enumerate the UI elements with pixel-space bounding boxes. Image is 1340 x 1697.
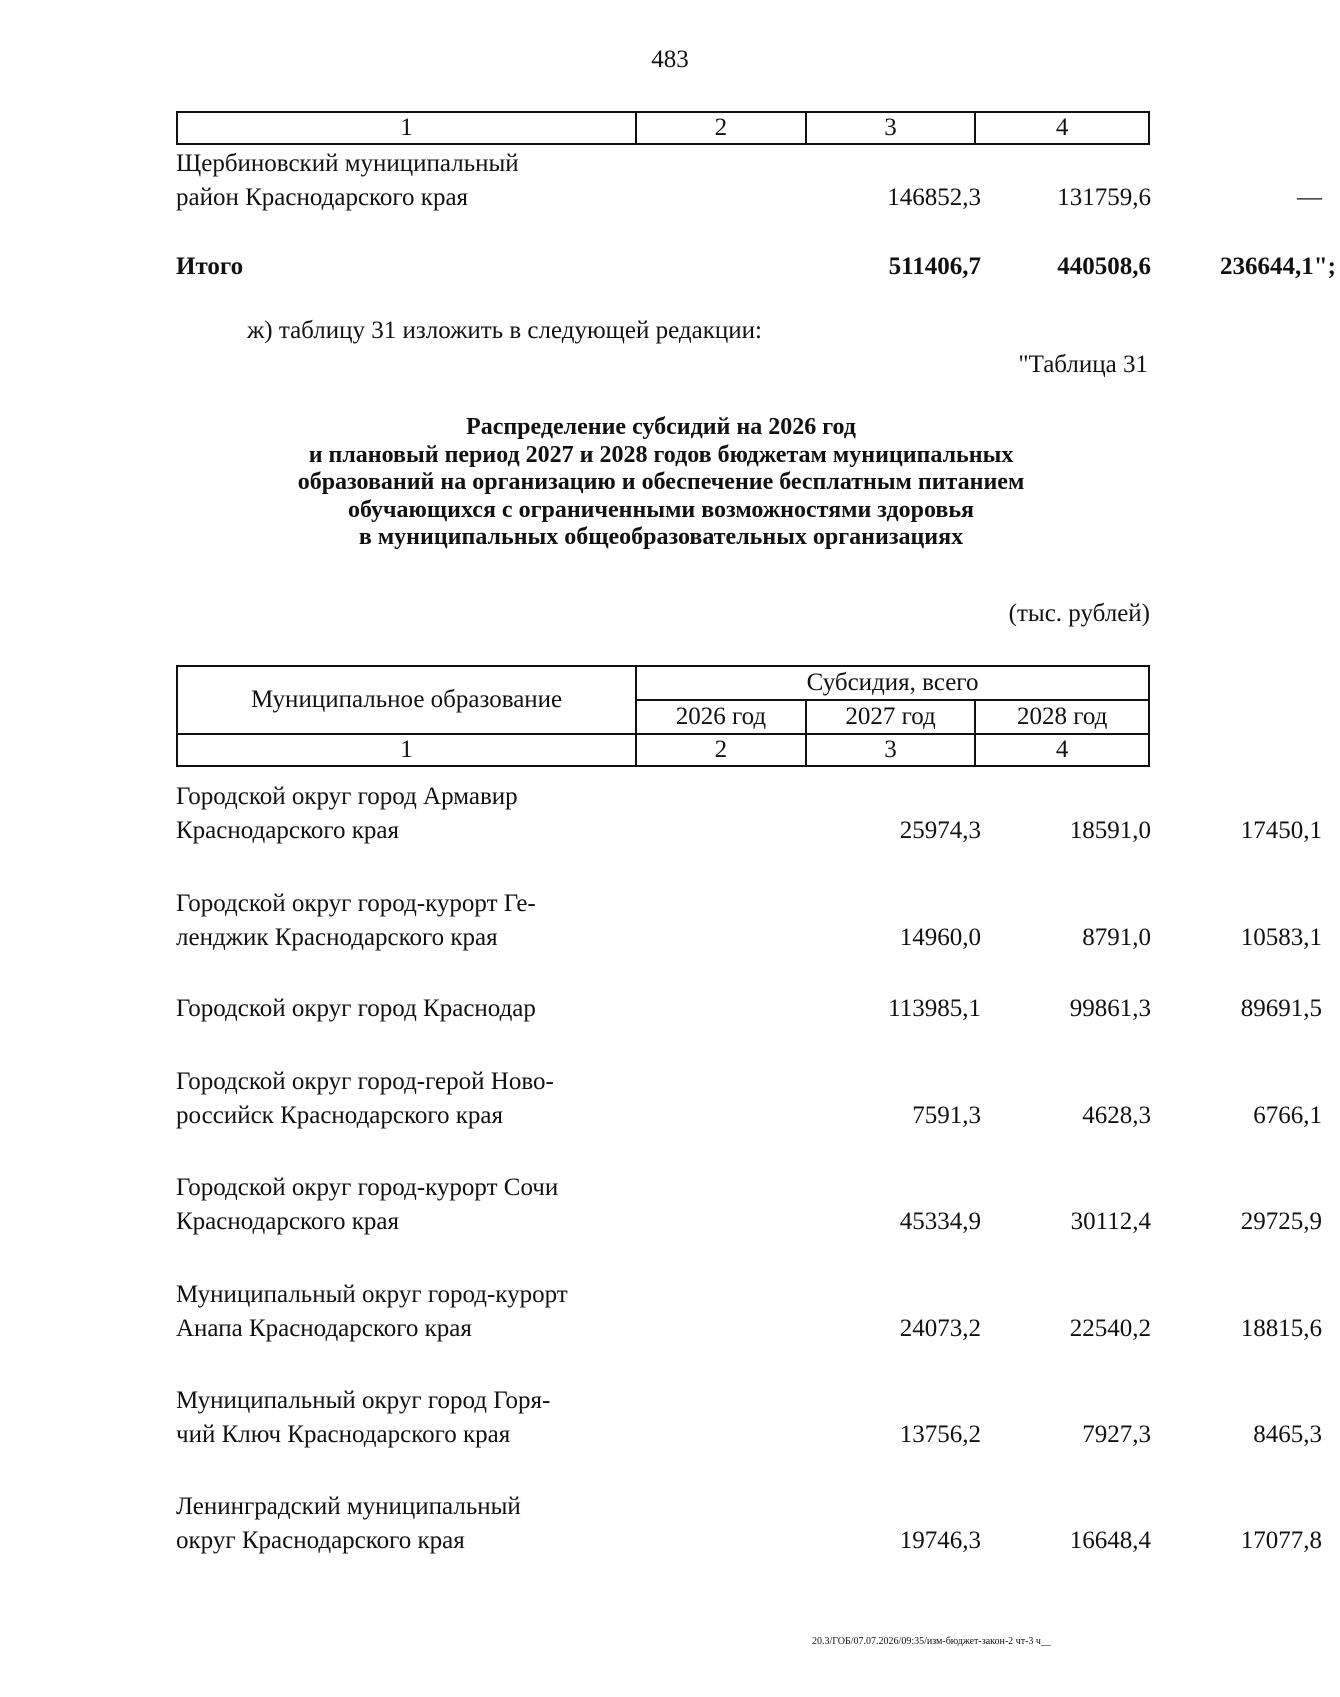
value-2027: 131759,6 xyxy=(1057,184,1151,211)
subsidy-total-header: Субсидия, всего xyxy=(636,666,1149,700)
value-2027: 22540,2 xyxy=(1069,1315,1151,1342)
table-label: "Таблица 31 xyxy=(1018,351,1148,378)
column-number: 2 xyxy=(636,112,806,144)
column-number: 4 xyxy=(975,112,1149,144)
year-header: 2026 год xyxy=(636,700,806,734)
units-label: (тыс. рублей) xyxy=(1008,600,1150,627)
value-2027: 16648,4 xyxy=(1069,1527,1151,1554)
value-2028: 18815,6 xyxy=(1240,1315,1322,1342)
municipality-name: Щербиновский муниципальный район Краснодарского края xyxy=(176,150,519,211)
municipality-name: Городской округ город Армавир Краснодарского края xyxy=(176,783,518,844)
municipality-name: Ленинградский муниципальный округ Краснодарского края xyxy=(176,1493,521,1554)
page-number: 483 xyxy=(651,46,689,73)
municipality-name: Муниципальный округ город Горя- чий Ключ Краснодарского края xyxy=(176,1387,551,1448)
amendment-paragraph: ж) таблицу 31 изложить в следующей редакции: xyxy=(247,317,762,344)
column-number: 3 xyxy=(806,734,976,766)
value-2027: 8791,0 xyxy=(1082,924,1151,951)
year-header: 2028 год xyxy=(975,700,1149,734)
municipality-name: Городской округ город-курорт Ге- ленджик Краснодарского края xyxy=(176,890,536,951)
value-2026: 25974,3 xyxy=(899,817,981,844)
total-2028: 236644,1"; xyxy=(1220,253,1336,280)
value-2026: 14960,0 xyxy=(899,924,981,951)
value-2027: 30112,4 xyxy=(1070,1208,1151,1235)
value-2028: 10583,1 xyxy=(1240,924,1322,951)
value-2028: 6766,1 xyxy=(1253,1102,1322,1129)
municipality-name: Городской округ город-курорт Сочи Краснодарского края xyxy=(176,1174,559,1235)
total-2027: 440508,6 xyxy=(1057,253,1151,280)
total-2026: 511406,7 xyxy=(888,253,981,280)
total-label: Итого xyxy=(176,253,244,280)
main-table-header xyxy=(176,665,1150,767)
value-2027: 18591,0 xyxy=(1069,817,1151,844)
column-number: 1 xyxy=(177,112,636,144)
municipality-name: Муниципальный округ город-курорт Анапа Краснодарского края xyxy=(176,1281,568,1342)
value-2026: 113985,1 xyxy=(888,995,981,1022)
year-header: 2027 год xyxy=(806,700,976,734)
table-title: Распределение субсидий на 2026 год и плановый период 2027 и 2028 годов бюджетам муниципальных образований на организацию и обеспечение бесплатным питанием обучающихся с ограниченными возможностями здоровья в муниципальных общеобразовательных организациях xyxy=(297,414,1025,550)
municipality-name: Городской округ город-герой Ново- российск Краснодарского края xyxy=(176,1068,554,1129)
value-2026: 19746,3 xyxy=(899,1527,981,1554)
municipality-header: Муниципальное образование xyxy=(177,666,636,734)
municipality-name: Городской округ город Краснодар xyxy=(176,995,536,1022)
value-2026: 45334,9 xyxy=(899,1208,981,1235)
value-2026: 13756,2 xyxy=(899,1421,981,1448)
value-2026: 7591,3 xyxy=(912,1102,981,1129)
value-2027: 99861,3 xyxy=(1069,995,1151,1022)
column-number: 4 xyxy=(975,734,1149,766)
value-2028: 8465,3 xyxy=(1253,1421,1322,1448)
value-2028: 17077,8 xyxy=(1240,1527,1322,1554)
value-2028: 29725,9 xyxy=(1240,1208,1322,1235)
document-footer-code: 20.3/ГОБ/07.07.2026/09:35/изм-бюджет-закон-2 чт-3 ч__ xyxy=(812,1636,1051,1647)
value-2027: 4628,3 xyxy=(1082,1102,1151,1129)
value-2028: 89691,5 xyxy=(1240,995,1322,1022)
value-2027: 7927,3 xyxy=(1082,1421,1151,1448)
value-2026: 24073,2 xyxy=(899,1315,981,1342)
column-number: 2 xyxy=(636,734,806,766)
value-2028: 17450,1 xyxy=(1240,817,1322,844)
value-2026: 146852,3 xyxy=(887,184,981,211)
column-number: 3 xyxy=(806,112,976,144)
top-table-header xyxy=(176,111,1150,145)
column-number: 1 xyxy=(177,734,636,766)
value-2028: — xyxy=(1297,184,1322,211)
